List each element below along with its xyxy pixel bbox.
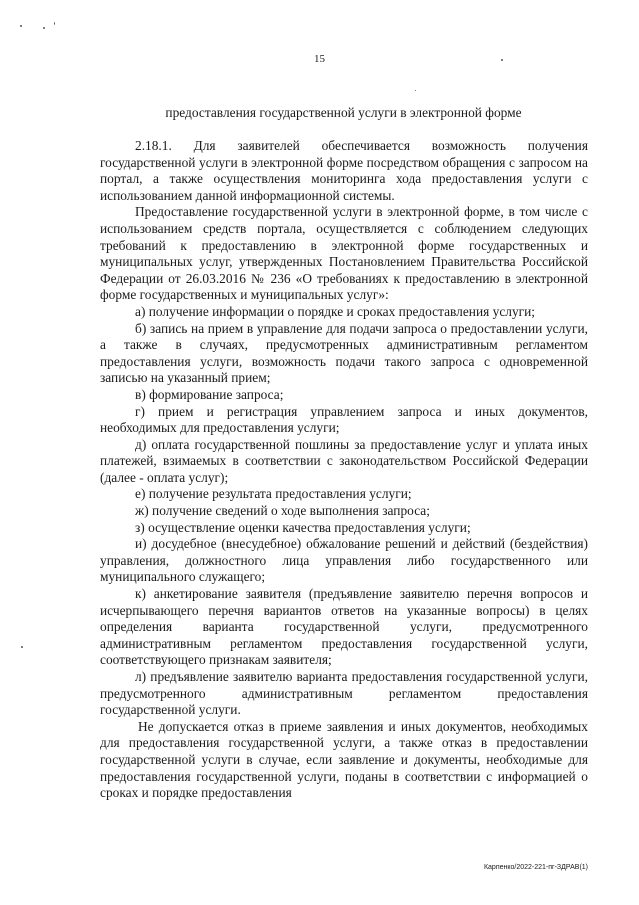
scan-speck (43, 27, 45, 29)
list-item: ж) получение сведений о ходе выполнения запроса; (135, 503, 430, 519)
list-item: и) досудебное (внесудебное) обжалование решений и действий (бездействия) управления, должностного лица управления либо государственного или муниципального служащего; (100, 536, 588, 585)
scan-speck (54, 22, 55, 25)
list-item: з) осуществление оценки качества предоставления услуги; (135, 519, 471, 535)
list-item: г) прием и регистрация управлением запроса и иных документов, необходимых для предоставления услуги; (100, 403, 588, 436)
list-item: в) формирование запроса; (135, 386, 284, 402)
document-footer-code: Карпенко/2022-221-пг-ЗДРАВ(1) (483, 864, 588, 871)
list-item: е) получение результата предоставления услуги; (135, 486, 412, 502)
paragraph: 2.18.1. Для заявителей обеспечивается возможность получения государственной услуги в электронной форме посредством обращения с запросом на портал, а также осуществления мониторинга хода предоставления услуги с использованием данной информационной системы. (100, 138, 588, 203)
scan-speck (21, 646, 23, 648)
page-number: 15 (314, 53, 325, 65)
list-item: к) анкетирование заявителя (предъявление заявителю перечня вопросов и исчерпывающего перечня вариантов ответов на указанные вопросы) в целях определения варианта государственной услуги, предусмотренного административным регламентом предоставления государственной услуги, соответствующего признакам заявителя; (100, 586, 588, 668)
body-text (100, 138, 588, 802)
section-heading: предоставления государственной услуги в электронной форме (165, 105, 522, 120)
list-item: л) предъявление заявителю варианта предоставления государственной услуги, предусмотренного административным регламентом предоставления государственной услуги. (100, 669, 588, 718)
scan-speck (501, 59, 503, 61)
list-item: д) оплата государственной пошлины за предоставление услуг и уплата иных платежей, взимаемых в соответствии с законодательством Российской Федерации (далее - оплата услуг); (100, 436, 588, 485)
scan-speck (20, 25, 22, 27)
list-item: б) запись на прием в управление для подачи запроса о предоставлении услуги, а также в случаях, предусмотренных административным регламентом предоставления услуги, возможность подачи такого запроса с одновременной записью на указанный прием; (100, 320, 588, 386)
list-item: а) получение информации о порядке и сроках предоставления услуги; (135, 303, 536, 319)
scan-speck (415, 90, 416, 91)
paragraph: Предоставление государственной услуги в электронной форме, в том числе с использованием средств портала, осуществляется с соблюдением следующих требований к предоставлению в электронной форме государственных и муниципальных услуг, утвержденных Постановлением Правительства Российской Федерации от 26.03.2016 № 236 «О требованиях к предоставлению в электронной форме государственных и муниципальных услуг»: (100, 204, 588, 303)
paragraph: Не допускается отказ в приеме заявления и иных документов, необходимых для предоставления государственной услуги, а также отказ в предоставлении государственной услуги в случае, если заявление и документы, необходимые для предоставления государственной услуги, поданы в соответствии с информацией о сроках и порядке предоставления (100, 718, 588, 801)
